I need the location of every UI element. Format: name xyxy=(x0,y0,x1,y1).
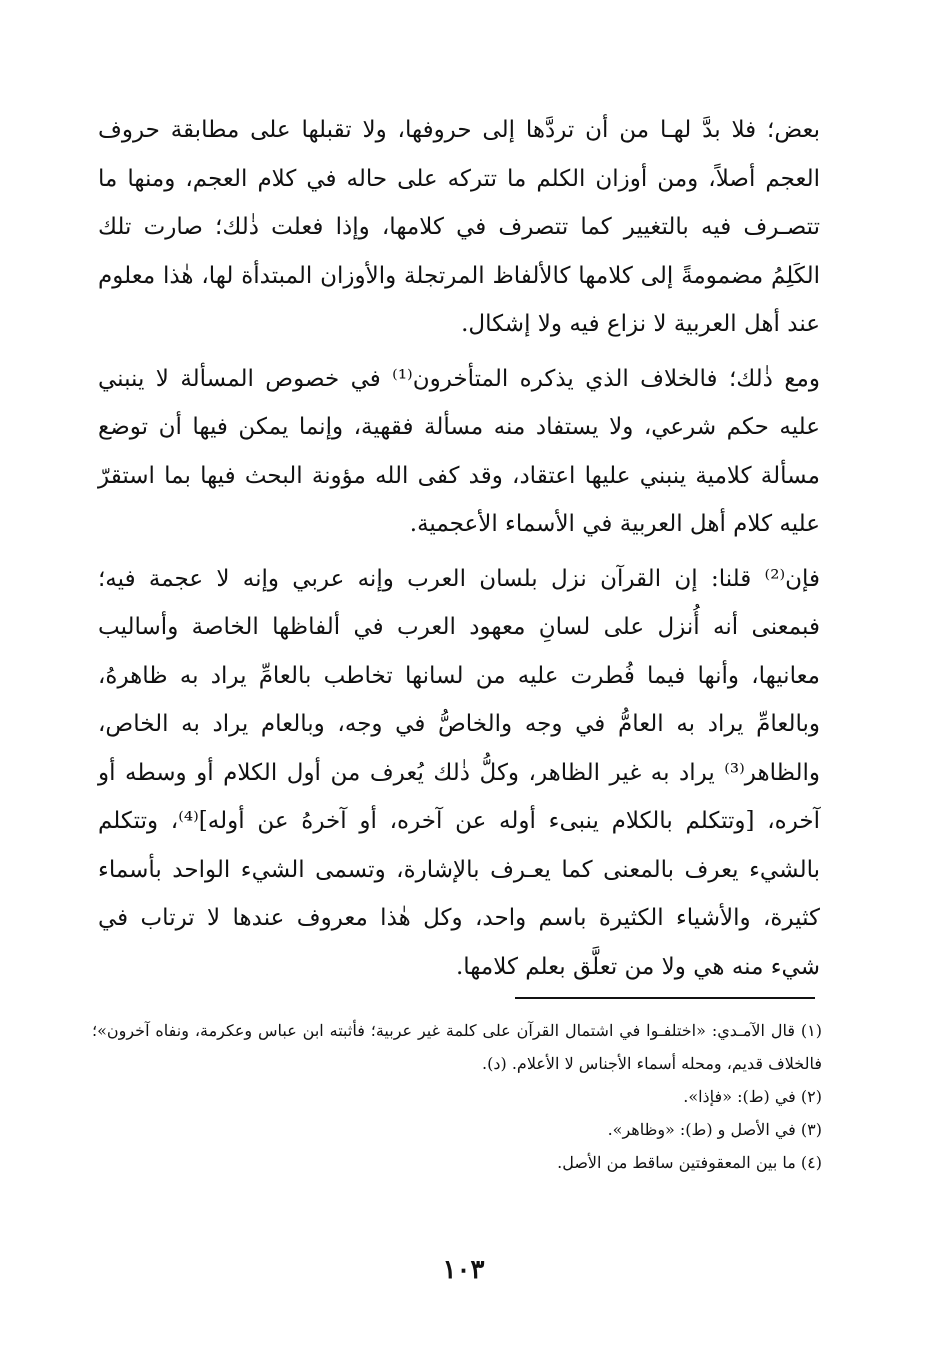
footnotes xyxy=(92,1014,822,1179)
paragraph-3: فإن⁽²⁾ قلنا: إن القرآن نزل بلسان العرب وإنه عربي وإنه لا عجمة فيه؛ فبمعنى أنه أُنزل على لسانِ معهود العرب في ألفاظها الخاصة وأساليب معانيها، وأنها فيما فُطرت عليه من لسانها تخاطب بالعامِّ يراد به ظاهرهُ، وبالعامِّ يراد به العامُّ في وجه والخاصُّ في وجه، وبالعام يراد به الخاص، والظاهر⁽³⁾ يراد به غير الظاهر، وكلُّ ذٰلك يُعرف من أول الكلام أو وسطه أو آخره، [وتتكلم بالكلام ينبىء أوله عن آخره، أو آخرهُ عن أوله]⁽⁴⁾، وتتكلم بالشيء يعرف بالمعنى كما يعـرف بالإشارة، وتسمى الشيء الواحد بأسماء كثيرة، والأشياء الكثيرة باسم واحد، وكل هٰذا معروف عندها لا ترتاب في شيء منه هي ولا من تعلَّق بعلم كلامها. xyxy=(98,565,820,980)
paragraph-1: بعض؛ فلا بدَّ لهـا من أن تردَّها إلى حروفها، ولا تقبلها على مطابقة حروف العجم أصلاً، ومن أوزان الكلم ما تتركه على حاله في كلام العجم، ومنها ما تتصـرف فيه بالتغيير كما تتصرف في كلامها، وإذا فعلت ذٰلك؛ صارت تلك الكَلِمُ مضمومةً إلى كلامها كالألفاظ المرتجلة والأوزان المبتدأة لها، هٰذا معلوم عند أهل العربية لا نزاع فيه ولا إشكال. xyxy=(98,117,821,337)
page-number: ١٠٣ xyxy=(442,1255,485,1285)
main-text xyxy=(98,106,820,991)
footnote-separator xyxy=(515,997,815,999)
footnote-1: (١) قال الآمـدي: «اختلفـوا في اشتمال القرآن على كلمة غير عربية؛ فأثبته ابن عباس وعكرمة، ونفاه آخرون»؛ فالخلاف قديم، ومحله أسماء الأجناس لا الأعلام. (د). xyxy=(92,1021,822,1073)
footnote-2: (٢) في (ط): «فإذا». xyxy=(683,1087,822,1106)
footnote-4: (٤) ما بين المعقوفتين ساقط من الأصل. xyxy=(557,1153,822,1172)
paragraph-2: ومع ذٰلك؛ فالخلاف الذي يذكره المتأخرون⁽¹⁾ في خصوص المسألة لا ينبني عليه حكم شرعي، ولا يستفاد منه مسألة فقهية، وإنما يمكن فيها أن توضع مسألة كلامية ينبني عليها اعتقاد، وقد كفى الله مؤونة البحث فيها بما استقرّ عليه كلام أهل العربية في الأسماء الأعجمية. xyxy=(98,365,820,537)
footnote-3: (٣) في الأصل و (ط): «وظاهر». xyxy=(607,1120,822,1139)
